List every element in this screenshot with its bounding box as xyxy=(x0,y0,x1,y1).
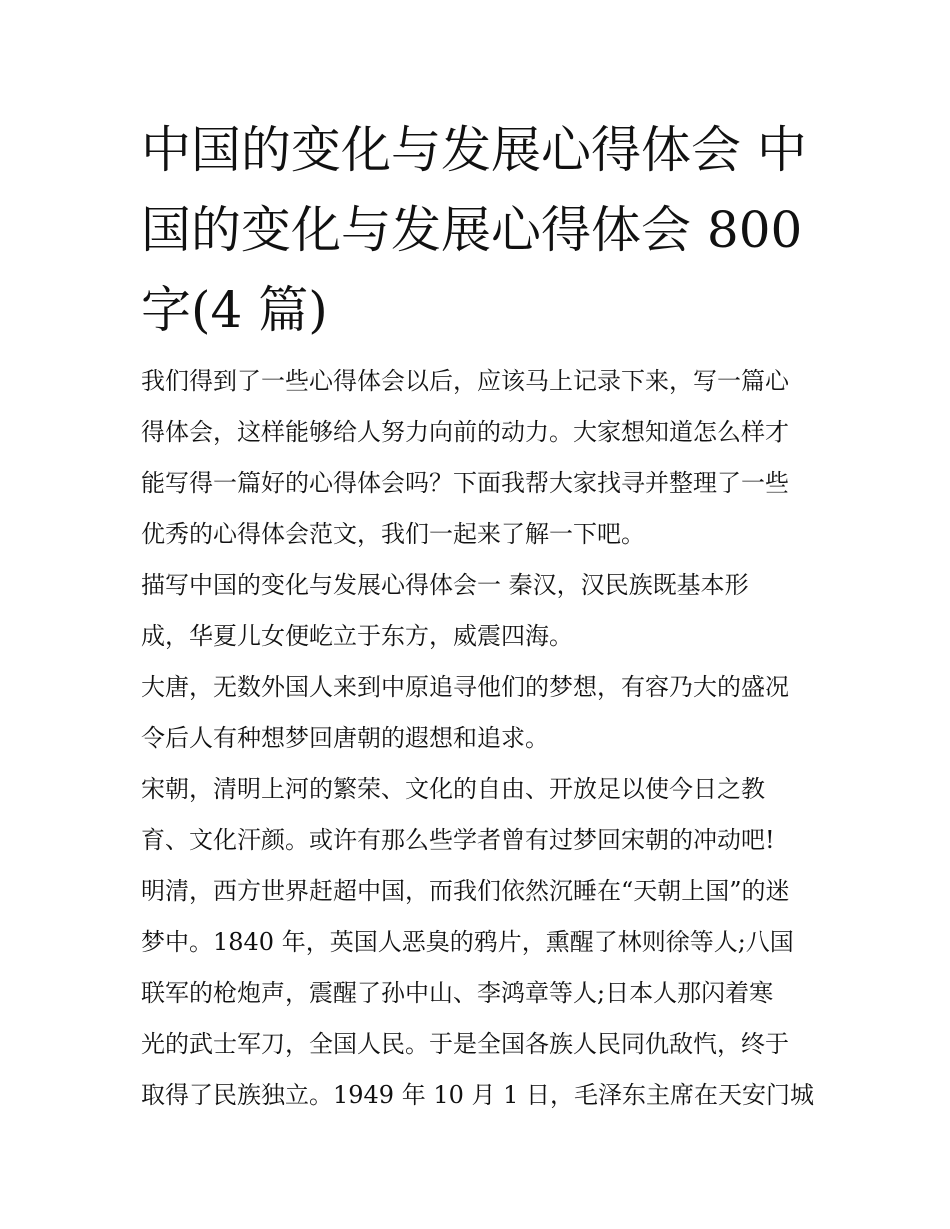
text-line: 得体会，这样能够给人努力向前的动力。大家想知道怎么样才 xyxy=(141,418,789,446)
document-title xyxy=(141,110,821,350)
text-line: 光的武士军刀，全国人民。于是全国各族人民同仇敌忾，终于 xyxy=(141,1030,789,1058)
text-line: 取得了民族独立。1949 年 10 月 1 日，毛泽东主席在天安门城 xyxy=(141,1081,815,1109)
text-line: 描写中国的变化与发展心得体会一 秦汉，汉民族既基本形 xyxy=(141,571,749,599)
paragraph-ming-qing xyxy=(141,866,821,1121)
paragraph-qin-han xyxy=(141,560,821,662)
text-line: 宋朝，清明上河的繁荣、文化的自由、开放足以使今日之教 xyxy=(141,775,765,803)
text-line: 成，华夏儿女便屹立于东方，威震四海。 xyxy=(141,622,573,650)
text-line: 联军的枪炮声，震醒了孙中山、李鸿章等人;日本人那闪着寒 xyxy=(141,979,774,1007)
text-line: 育、文化汗颜。或许有那么些学者曾有过梦回宋朝的冲动吧! xyxy=(141,826,775,854)
text-line: 梦中。1840 年，英国人恶臭的鸦片，熏醒了林则徐等人;八国 xyxy=(141,928,794,956)
title-line: 国的变化与发展心得体会 800 xyxy=(141,201,803,259)
paragraph-song xyxy=(141,764,821,866)
text-line: 明清，西方世界赶超中国，而我们依然沉睡在“天朝上国”的迷 xyxy=(141,877,790,905)
text-line: 我们得到了一些心得体会以后，应该马上记录下来，写一篇心 xyxy=(141,367,789,395)
text-line: 能写得一篇好的心得体会吗？下面我帮大家找寻并整理了一些 xyxy=(141,469,789,497)
text-line: 优秀的心得体会范文，我们一起来了解一下吧。 xyxy=(141,520,645,548)
text-line: 令后人有种想梦回唐朝的遐想和追求。 xyxy=(141,724,549,752)
paragraph-intro xyxy=(141,356,821,560)
title-line: 字(4 篇) xyxy=(141,281,328,339)
text-line: 大唐，无数外国人来到中原追寻他们的梦想，有容乃大的盛况 xyxy=(141,673,789,701)
title-line: 中国的变化与发展心得体会 中 xyxy=(141,121,807,179)
paragraph-tang xyxy=(141,662,821,764)
document-body xyxy=(141,356,821,1121)
